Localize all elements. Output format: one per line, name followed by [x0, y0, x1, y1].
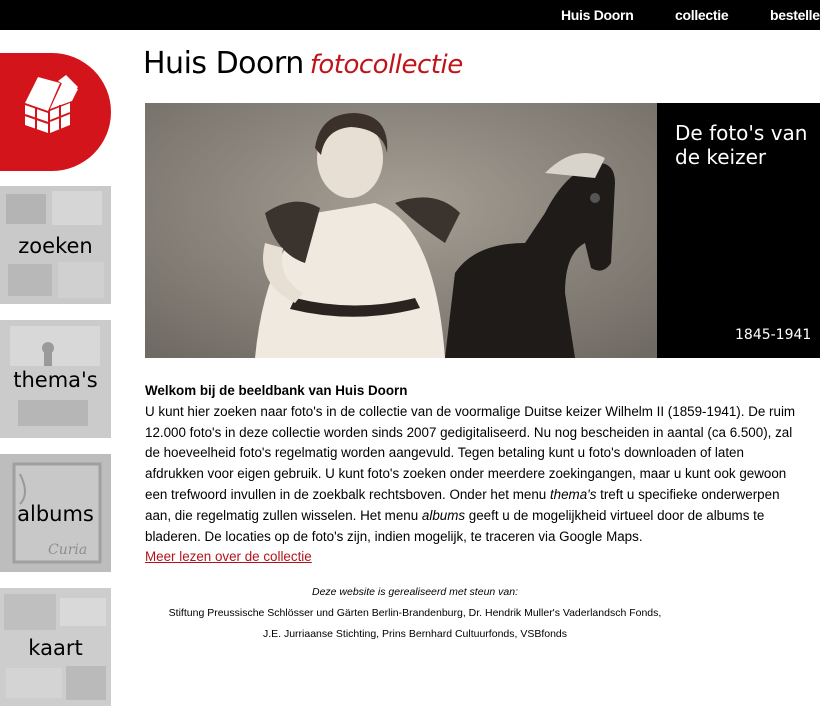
intro-albums-em: albums — [421, 507, 466, 523]
intro-line-7: bladeren. De locaties op de foto's zijn, indien mogelijk, te traceren via Google Maps. — [145, 528, 643, 544]
intro-line-3: de hoeveelheid foto's regelmatig worden aangevuld. Tegen betaling kunt u foto's downloaden of laten — [145, 445, 744, 461]
hero-title: De foto's van de keizer — [675, 121, 808, 169]
title-main: Huis Doorn — [143, 46, 304, 81]
menu-zoeken[interactable] — [0, 186, 111, 304]
intro-line-6-tail: geeft u de mogelijkheid virtueel door de albums te — [465, 507, 765, 523]
intro-line-2: 12.000 foto's in deze collectie worden sinds 2007 gedigitaliseerd. Nu nog bescheiden in aantal (ca 6.500), zal — [145, 424, 793, 440]
menu-themas[interactable] — [0, 320, 111, 438]
intro-line-5-head: een trefwoord invullen in de zoekbalk rechtsboven. Onder het menu — [145, 486, 550, 502]
intro-text — [145, 381, 825, 568]
nav-collectie[interactable]: collectie — [675, 7, 729, 23]
menu-albums[interactable] — [0, 454, 111, 572]
intro-line-5-tail: treft u specifieke onderwerpen — [596, 486, 780, 502]
sponsor-line-1: Stiftung Preussische Schlösser und Gärten Berlin-Brandenburg, Dr. Hendrik Muller's Vaderlandsch Fonds, — [168, 607, 662, 619]
menu-kaart[interactable] — [0, 588, 111, 706]
hero-years: 1845-1941 — [735, 327, 812, 343]
read-more-link[interactable]: Meer lezen over de collectie — [145, 549, 312, 565]
menu-zoeken-label: zoeken — [18, 234, 93, 258]
hero-photo — [145, 103, 657, 358]
intro-line-5 — [145, 485, 825, 506]
top-navigation — [0, 0, 828, 30]
intro-line-1: U kunt hier zoeken naar foto's in de collectie van de voormalige Duitse keizer Wilhelm II (1859-1941). De ruim — [145, 403, 796, 419]
intro-line-6-head: aan, die regelmatig zullen wisselen. Het menu — [145, 507, 422, 523]
page-title — [143, 46, 463, 81]
menu-themas-label: thema's — [13, 368, 98, 392]
huis-doorn-logo-icon — [0, 53, 111, 171]
sponsor-heading: Deze website is gerealiseerd met steun van: — [311, 586, 519, 598]
title-subtitle: fotocollectie — [309, 50, 463, 80]
hero-caption-panel — [657, 103, 820, 358]
home-logo-button[interactable] — [0, 53, 111, 171]
intro-line-4: afdrukken voor eigen gebruik. U kunt foto's zoeken onder meerdere zoekingangen, maar u kunt ook gewoon — [145, 466, 787, 482]
sponsor-credits — [145, 582, 685, 645]
sponsor-line-2: J.E. Jurriaanse Stichting, Prins Bernhard Cultuurfonds, VSBfonds — [262, 628, 568, 640]
svg-text:Curia: Curia — [48, 542, 88, 558]
child-with-rocking-horse-photo — [145, 103, 657, 358]
intro-line-6 — [145, 506, 825, 527]
intro-themas-em: thema's — [549, 486, 597, 502]
menu-albums-label: albums — [17, 502, 94, 526]
nav-huis-doorn[interactable]: Huis Doorn — [561, 7, 634, 23]
intro-heading: Welkom bij de beeldbank van Huis Doorn — [145, 383, 408, 398]
menu-kaart-label: kaart — [28, 636, 83, 660]
nav-bestellen[interactable]: bestellen — [770, 7, 828, 23]
